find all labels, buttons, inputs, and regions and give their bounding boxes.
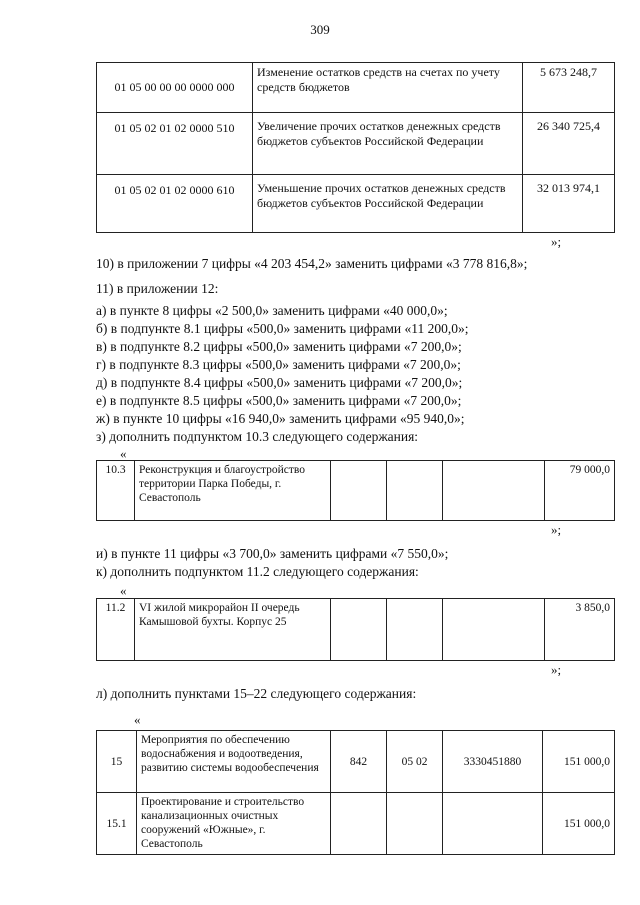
- table-row: [97, 461, 615, 521]
- close-quote-mark: »;: [551, 522, 562, 537]
- name-cell: Проектирование и строительство канализационных очистных сооружений «Южные», г. Севастополь: [137, 793, 331, 855]
- name-cell: VI жилой микрорайон II очередь Камышовой бухты. Корпус 25: [135, 599, 331, 661]
- num-cell: 10.3: [97, 461, 135, 521]
- amount-cell: 79 000,0: [545, 461, 615, 521]
- name-cell: Уменьшение прочих остатков денежных средств бюджетов субъектов Российской Федерации: [253, 175, 523, 233]
- section-code-cell: 05 02: [387, 731, 443, 793]
- empty-cell: [331, 793, 387, 855]
- close-quote-mark: »;: [551, 662, 562, 677]
- ministry-code-cell: 842: [331, 731, 387, 793]
- code-cell: 01 05 02 01 02 0000 510: [97, 113, 253, 175]
- item-d: д) в подпункте 8.4 цифры «500,0» заменить цифрами «7 200,0»;: [96, 375, 463, 390]
- amount-cell: 3 850,0: [545, 599, 615, 661]
- empty-cell: [331, 599, 387, 661]
- open-quote-mark: «: [120, 583, 127, 598]
- amount-cell: 151 000,0: [543, 793, 615, 855]
- table-item-11-2: [96, 598, 615, 661]
- item-g: г) в подпункте 8.3 цифры «500,0» заменить цифрами «7 200,0»;: [96, 357, 461, 372]
- code-cell: 01 05 02 01 02 0000 610: [97, 175, 253, 233]
- table-row: [97, 599, 615, 661]
- amount-cell: 5 673 248,7: [523, 63, 615, 113]
- name-cell: Изменение остатков средств на счетах по учету средств бюджетов: [253, 63, 523, 113]
- num-cell: 15: [97, 731, 137, 793]
- table-items-15: [96, 730, 615, 855]
- sources-table: [96, 62, 615, 233]
- open-quote-mark: «: [134, 712, 141, 727]
- item-zh: ж) в пункте 10 цифры «16 940,0» заменить цифрами «95 940,0»;: [96, 411, 465, 426]
- empty-cell: [387, 599, 443, 661]
- num-cell: 15.1: [97, 793, 137, 855]
- empty-cell: [387, 461, 443, 521]
- item-v: в) в подпункте 8.2 цифры «500,0» заменить цифрами «7 200,0»;: [96, 339, 462, 354]
- item-b: б) в подпункте 8.1 цифры «500,0» заменить цифрами «11 200,0»;: [96, 321, 469, 336]
- page-number: 309: [310, 22, 330, 37]
- table-row: [97, 113, 615, 175]
- item-k: к) дополнить подпунктом 11.2 следующего содержания:: [96, 564, 419, 579]
- empty-cell: [443, 793, 543, 855]
- empty-cell: [443, 461, 545, 521]
- item-a: а) в пункте 8 цифры «2 500,0» заменить цифрами «40 000,0»;: [96, 303, 448, 318]
- amount-cell: 32 013 974,1: [523, 175, 615, 233]
- amount-cell: 26 340 725,4: [523, 113, 615, 175]
- name-cell: Реконструкция и благоустройство территории Парка Победы, г. Севастополь: [135, 461, 331, 521]
- name-cell: Мероприятия по обеспечению водоснабжения и водоотведения, развитию системы водообеспечения: [137, 731, 331, 793]
- open-quote-mark: «: [120, 446, 127, 461]
- table-item-10-3: [96, 460, 615, 521]
- table-row: [97, 63, 615, 113]
- item-l: л) дополнить пунктами 15–22 следующего содержания:: [96, 686, 417, 701]
- close-quote-mark: »;: [551, 234, 562, 249]
- empty-cell: [331, 461, 387, 521]
- empty-cell: [443, 599, 545, 661]
- table-row: [97, 175, 615, 233]
- name-cell: Увеличение прочих остатков денежных средств бюджетов субъектов Российской Федерации: [253, 113, 523, 175]
- item-z: з) дополнить подпунктом 10.3 следующего содержания:: [96, 429, 419, 444]
- target-code-cell: 3330451880: [443, 731, 543, 793]
- empty-cell: [387, 793, 443, 855]
- num-cell: 11.2: [97, 599, 135, 661]
- amount-cell: 151 000,0: [543, 731, 615, 793]
- item-e: е) в подпункте 8.5 цифры «500,0» заменить цифрами «7 200,0»;: [96, 393, 462, 408]
- item-i: и) в пункте 11 цифры «3 700,0» заменить цифрами «7 550,0»;: [96, 546, 449, 561]
- table-row: [97, 793, 615, 855]
- paragraph-10: 10) в приложении 7 цифры «4 203 454,2» заменить цифрами «3 778 816,8»;: [96, 256, 528, 271]
- table-row: [97, 731, 615, 793]
- paragraph-11: 11) в приложении 12:: [96, 281, 219, 296]
- code-cell: 01 05 00 00 00 0000 000: [97, 63, 253, 113]
